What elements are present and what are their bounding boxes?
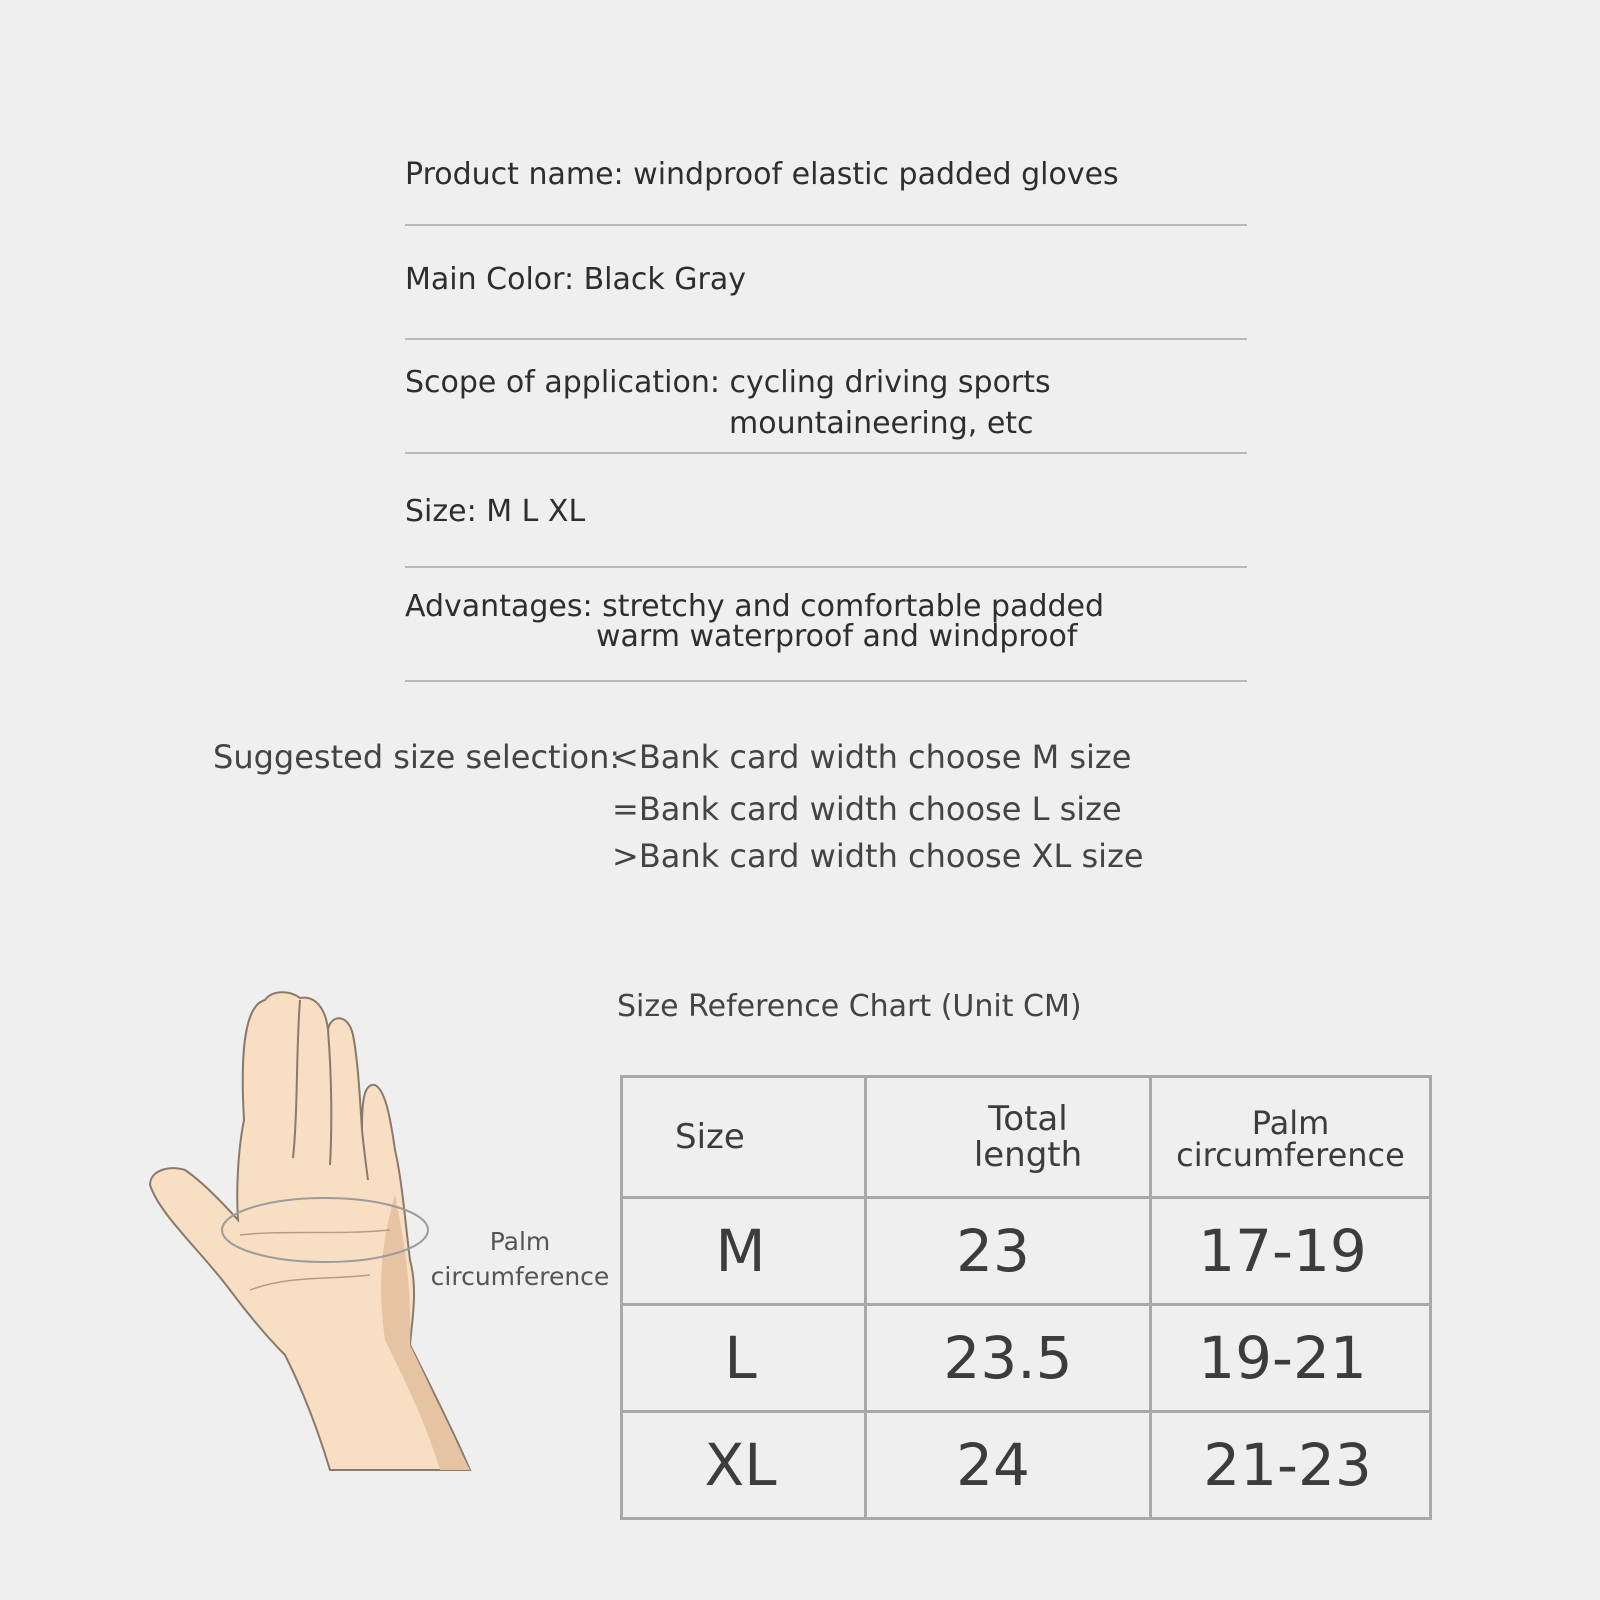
header-total-length <box>866 1077 1151 1198</box>
divider <box>405 338 1247 340</box>
header-label: circumference <box>1176 1136 1405 1174</box>
cell-size: XL <box>622 1412 866 1519</box>
scope-line-1: Scope of application: cycling driving sports <box>405 365 1051 400</box>
cell-total-length: 24 <box>866 1412 1151 1519</box>
suggestion-line-xl: >Bank card width choose XL size <box>612 837 1144 875</box>
table-row <box>622 1412 1431 1519</box>
table-row <box>622 1305 1431 1412</box>
header-label: Size <box>675 1117 745 1157</box>
advantages-line-2: warm waterproof and windproof <box>596 619 1078 654</box>
product-name-text: Product name: windproof elastic padded gloves <box>405 157 1119 192</box>
divider <box>405 566 1247 568</box>
hand-label-line: Palm <box>489 1227 551 1256</box>
table-header-row <box>622 1077 1431 1198</box>
cell-palm-circumference: 21-23 <box>1151 1412 1431 1519</box>
cell-size: L <box>622 1305 866 1412</box>
header-label: length <box>973 1135 1083 1175</box>
main-color-text: Main Color: Black Gray <box>405 262 747 297</box>
size-text: Size: M L XL <box>405 494 586 529</box>
hand-illustration <box>140 990 480 1480</box>
divider <box>405 680 1247 682</box>
table-row <box>622 1198 1431 1305</box>
header-size <box>622 1077 866 1198</box>
cell-palm-circumference: 17-19 <box>1151 1198 1431 1305</box>
suggestion-line-l: =Bank card width choose L size <box>612 790 1122 828</box>
size-reference-table <box>620 1075 1432 1520</box>
cell-size: M <box>622 1198 866 1305</box>
divider <box>405 224 1247 226</box>
suggestion-label: Suggested size selection: <box>213 738 621 776</box>
palm-circumference-label <box>430 1224 610 1294</box>
advantages-line-1: Advantages: stretchy and comfortable padded <box>405 589 1105 624</box>
cell-palm-circumference: 19-21 <box>1151 1305 1431 1412</box>
divider <box>405 452 1247 454</box>
header-label: Total <box>988 1099 1068 1139</box>
scope-of-application-text <box>405 364 1247 444</box>
advantages-text <box>405 588 1247 658</box>
cell-total-length: 23.5 <box>866 1305 1151 1412</box>
header-label: Palm <box>1251 1104 1330 1142</box>
header-palm-circumference <box>1151 1077 1431 1198</box>
hand-label-line: circumference <box>430 1262 610 1291</box>
chart-title: Size Reference Chart (Unit CM) <box>617 989 1082 1024</box>
suggestion-line-m: <Bank card width choose M size <box>612 738 1132 776</box>
scope-line-2: mountaineering, etc <box>729 406 1034 441</box>
cell-total-length: 23 <box>866 1198 1151 1305</box>
